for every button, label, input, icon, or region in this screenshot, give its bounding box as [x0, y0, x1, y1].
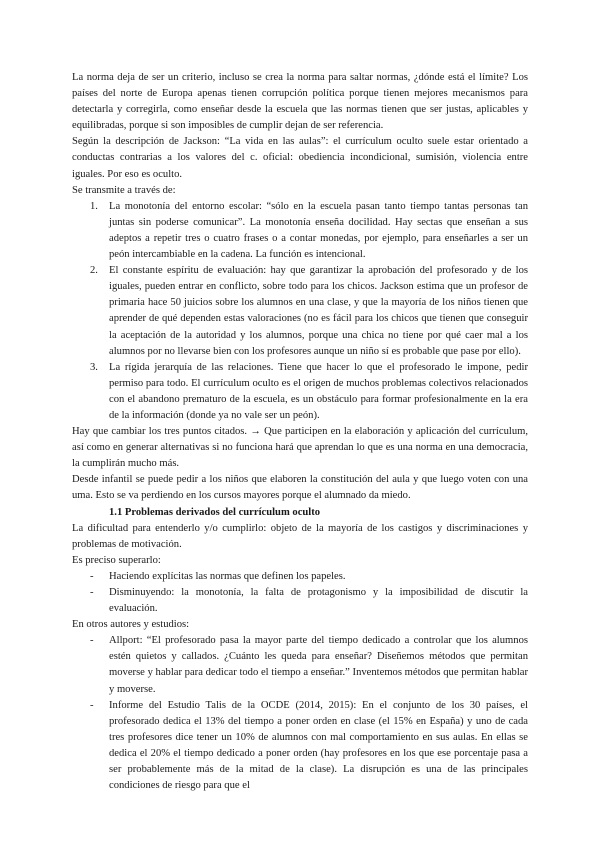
list-item	[72, 585, 528, 617]
list-item-text: La rígida jerarquía de las relaciones. Tiene que hacer lo que el profesorado le impone, pedir permiso para todo. El currículum oculto es el origen de muchos problemas colectivos relacionados con el abandono prematuro de la escuela, es un obstáculo para formar profesionalmente en la era de la información (donde ya no vale ser un peón).	[109, 361, 528, 421]
list-item-text: El constante espíritu de evaluación: hay que garantizar la aprobación del profesorado y de los iguales, pueden entrar en conflicto, sobre todo para los chicos. Jackson estima que un profesor de primaria hace 50 juicios sobre los alumnos en una clase, y que la mayoría de los niños tienen que aprender de qué dependen estas valoraciones (no es fácil para los chicos que tienen que conseguir la aceptación de la autoridad y los alumnos, porque una chica no tiene por qué caer mal a los alumnos por no llevarse bien con los profesores aunque un niño sí es probable que pase por ello).	[109, 265, 528, 357]
section-heading: 1.1 Problemas derivados del currículum oculto	[109, 506, 321, 518]
list-item	[72, 569, 528, 585]
dash-marker: -	[90, 635, 94, 647]
paragraph-norms: La norma deja de ser un criterio, incluso se crea la norma para saltar normas, ¿dónde está el límite? Los países del norte de Europa apenas tienen corrupción política porque tienen mejores mecanismos para detectarla y corregirla, como enseñar desde la escuela que las normas tienen que ser justas, aplicables y equilibradas, porque si son imposibles de cumplir dejan de ser referencia.	[72, 72, 528, 132]
list-item	[72, 263, 528, 360]
paragraph-transmission-intro: Se transmite a través de:	[72, 184, 176, 196]
paragraph-change-points: Hay que cambiar los tres puntos citados. → Que participen en la elaboración y aplicación del currículum, así como en generar alternativas si no funciona hará que aprendan lo que es una norma en una democracia, la cumplirán mucho más.	[72, 426, 528, 470]
list-item-text: Allport: “El profesorado pasa la mayor parte del tiempo dedicado a controlar que los alumnos estén quietos y callados. ¿Cuánto les queda para enseñar? Diseñemos métodos que permitan moverse y hablar para dedicar todo el tiempo a enseñar.” Inventemos métodos que permitan hablar y moverse.	[109, 635, 528, 695]
list-number: 1.	[90, 200, 98, 212]
list-item	[72, 199, 528, 263]
list-item-text: La monotonía del entorno escolar: “sólo en la escuela pasan tanto tiempo tantas personas tan juntas sin poderse comunicar”. La monotonía enseña docilidad. Hay sectas que enseñan a sus adeptos a repetir tres o cuatro frases o a contar monedas, por ejemplo, para enseñarles a ser un peón intercambiable en la cadena. La función es intencional.	[109, 200, 528, 261]
list-item	[72, 360, 528, 424]
list-item	[72, 633, 528, 697]
numbered-list	[72, 199, 528, 424]
paragraph-other-authors: En otros autores y estudios:	[72, 619, 190, 631]
paragraph-infantil: Desde infantil se puede pedir a los niños que elaboren la constitución del aula y que luego voten con una uma. Esto se va perdiendo en los cursos mayores porque el alumnado da miedo.	[72, 474, 528, 502]
list-number: 3.	[90, 361, 98, 373]
dash-list-overcome	[72, 569, 528, 617]
dash-list-authors	[72, 633, 528, 794]
paragraph-jackson: Según la descripción de Jackson: “La vida en las aulas”: el currículum oculto suele estar orientado a conductas contrarias a los valores del c. oficial: obediencia incondicional, sumisión, violencia entre iguales. Por eso es oculto.	[72, 136, 528, 180]
dash-marker: -	[90, 587, 94, 598]
list-item-text: Haciendo explícitas las normas que definen los papeles.	[109, 570, 346, 582]
dash-marker: -	[90, 570, 94, 582]
list-item	[72, 698, 528, 795]
paragraph-difficulty: La dificultad para entenderlo y/o cumplirlo: objeto de la mayoría de los castigos y discriminaciones y problemas de motivación.	[72, 522, 528, 550]
page-body	[72, 70, 528, 794]
list-item-text: Informe del Estudio Talis de la OCDE (2014, 2015): En el conjunto de los 30 países, el profesorado dedica el 13% del tiempo a poner orden en clase (el 15% en España) y uno de cada tres profesores dice tener un 10% de alumnos con mal comportamiento en sus aulas. En ellas se dedica el 20% el tiempo dedicado a poner orden (hay profesores en los que ese porcentaje pasa a ser probablemente más de la mitad de la clase). La disrupción es una de las principales condiciones de riesgo para que el	[109, 699, 528, 792]
list-number: 2.	[90, 265, 98, 277]
dash-marker: -	[90, 699, 94, 711]
paragraph-overcome: Es preciso superarlo:	[72, 554, 161, 566]
list-item-text: Disminuyendo: la monotonía, la falta de protagonismo y la imposibilidad de discutir la evaluación.	[109, 587, 528, 615]
